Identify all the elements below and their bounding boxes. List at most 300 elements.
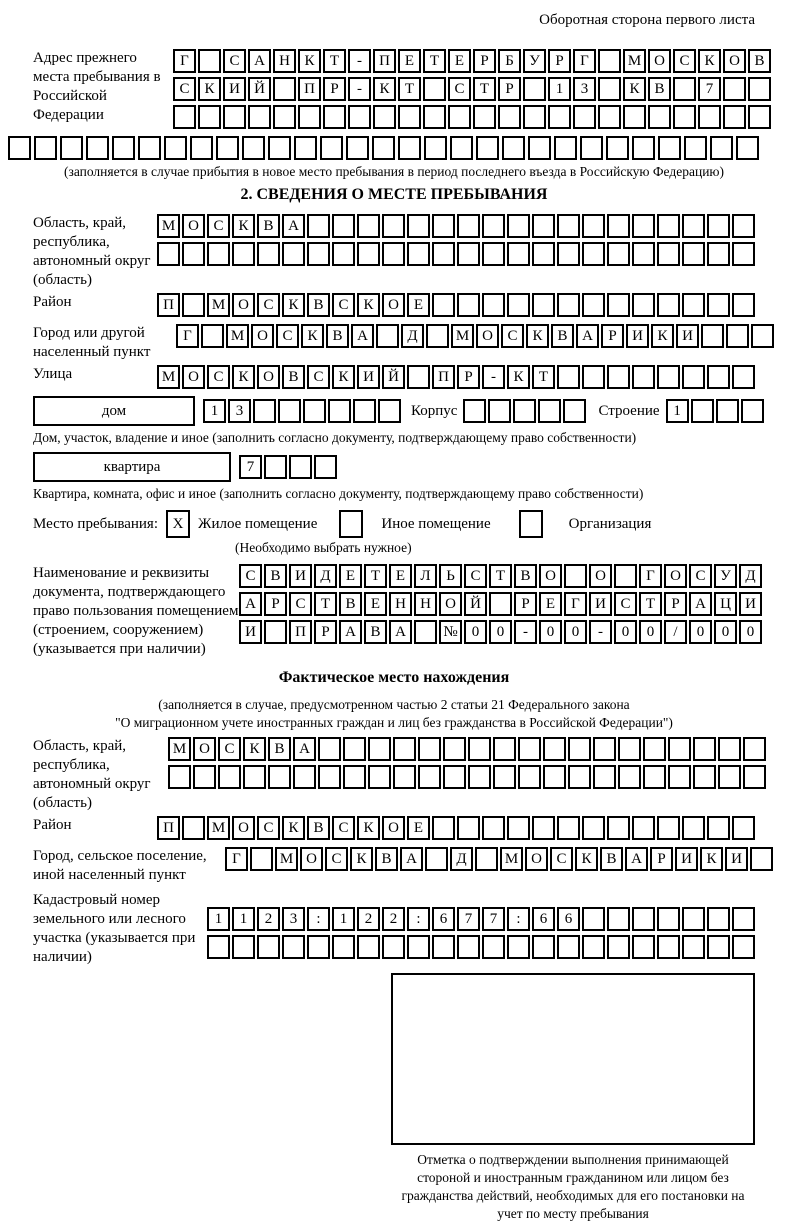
char-cell[interactable]	[607, 365, 630, 389]
char-cell[interactable]	[198, 105, 221, 129]
char-cell[interactable]: К	[623, 77, 646, 101]
char-cell[interactable]: Д	[450, 847, 473, 871]
char-cell[interactable]	[294, 136, 317, 160]
char-cell[interactable]	[668, 765, 691, 789]
char-cell[interactable]	[398, 136, 421, 160]
char-cell[interactable]	[398, 105, 421, 129]
char-cell[interactable]: С	[464, 564, 487, 588]
char-cell[interactable]	[264, 620, 287, 644]
char-cell[interactable]: К	[332, 365, 355, 389]
char-cell[interactable]: Н	[273, 49, 296, 73]
char-cell[interactable]: В	[307, 816, 330, 840]
char-cell[interactable]	[489, 592, 512, 616]
char-cell[interactable]: К	[243, 737, 266, 761]
char-cell[interactable]	[643, 737, 666, 761]
char-cell[interactable]	[357, 935, 380, 959]
char-cell[interactable]	[253, 399, 276, 423]
char-cell[interactable]	[457, 214, 480, 238]
char-cell[interactable]: И	[223, 77, 246, 101]
char-cell[interactable]: /	[664, 620, 687, 644]
char-cell[interactable]: П	[432, 365, 455, 389]
char-cell[interactable]	[343, 765, 366, 789]
char-cell[interactable]: Д	[314, 564, 337, 588]
char-cell[interactable]: А	[248, 49, 271, 73]
char-cell[interactable]	[468, 737, 491, 761]
char-cell[interactable]	[532, 242, 555, 266]
char-cell[interactable]	[482, 214, 505, 238]
char-cell[interactable]: И	[725, 847, 748, 871]
char-cell[interactable]: :	[307, 907, 330, 931]
char-cell[interactable]: Е	[448, 49, 471, 73]
char-cell[interactable]	[216, 136, 239, 160]
char-cell[interactable]: Р	[650, 847, 673, 871]
char-cell[interactable]: Г	[225, 847, 248, 871]
char-cell[interactable]	[632, 935, 655, 959]
char-cell[interactable]	[423, 105, 446, 129]
char-cell[interactable]: В	[257, 214, 280, 238]
char-cell[interactable]: 0	[689, 620, 712, 644]
char-cell[interactable]	[182, 816, 205, 840]
char-cell[interactable]: О	[382, 816, 405, 840]
char-cell[interactable]	[632, 816, 655, 840]
char-cell[interactable]: Р	[664, 592, 687, 616]
char-cell[interactable]: О	[300, 847, 323, 871]
char-cell[interactable]: М	[207, 293, 230, 317]
char-cell[interactable]	[257, 935, 280, 959]
char-cell[interactable]	[432, 293, 455, 317]
char-cell[interactable]: С	[614, 592, 637, 616]
char-cell[interactable]: 1	[232, 907, 255, 931]
char-cell[interactable]	[463, 399, 486, 423]
char-cell[interactable]	[307, 242, 330, 266]
char-cell[interactable]: 3	[573, 77, 596, 101]
char-cell[interactable]	[407, 214, 430, 238]
char-cell[interactable]: Р	[514, 592, 537, 616]
char-cell[interactable]: А	[239, 592, 262, 616]
char-cell[interactable]: В	[375, 847, 398, 871]
char-cell[interactable]	[532, 816, 555, 840]
checkbox-organizatsiya[interactable]	[519, 510, 543, 538]
char-cell[interactable]: О	[182, 365, 205, 389]
char-cell[interactable]	[86, 136, 109, 160]
char-cell[interactable]	[632, 242, 655, 266]
char-cell[interactable]: И	[676, 324, 699, 348]
char-cell[interactable]: 1	[332, 907, 355, 931]
char-cell[interactable]	[518, 737, 541, 761]
char-cell[interactable]	[432, 816, 455, 840]
char-cell[interactable]: М	[207, 816, 230, 840]
char-cell[interactable]	[751, 324, 774, 348]
char-cell[interactable]	[448, 105, 471, 129]
char-cell[interactable]	[273, 105, 296, 129]
char-cell[interactable]	[332, 214, 355, 238]
char-cell[interactable]: У	[523, 49, 546, 73]
char-cell[interactable]: :	[507, 907, 530, 931]
checkbox-inoe-pomeshchenie[interactable]	[339, 510, 363, 538]
char-cell[interactable]	[528, 136, 551, 160]
char-cell[interactable]: И	[626, 324, 649, 348]
char-cell[interactable]	[243, 765, 266, 789]
char-cell[interactable]: С	[501, 324, 524, 348]
char-cell[interactable]: Г	[173, 49, 196, 73]
char-cell[interactable]	[257, 242, 280, 266]
char-cell[interactable]	[353, 399, 376, 423]
char-cell[interactable]: №	[439, 620, 462, 644]
char-cell[interactable]	[507, 242, 530, 266]
char-cell[interactable]	[557, 293, 580, 317]
char-cell[interactable]	[582, 293, 605, 317]
char-cell[interactable]: 7	[239, 455, 262, 479]
char-cell[interactable]	[293, 765, 316, 789]
char-cell[interactable]: А	[689, 592, 712, 616]
char-cell[interactable]: Т	[639, 592, 662, 616]
char-cell[interactable]: В	[307, 293, 330, 317]
char-cell[interactable]	[393, 737, 416, 761]
char-cell[interactable]: О	[664, 564, 687, 588]
char-cell[interactable]	[723, 105, 746, 129]
char-cell[interactable]: 3	[228, 399, 251, 423]
char-cell[interactable]	[373, 105, 396, 129]
char-cell[interactable]: П	[157, 816, 180, 840]
char-cell[interactable]	[658, 136, 681, 160]
char-cell[interactable]	[507, 816, 530, 840]
char-cell[interactable]	[523, 77, 546, 101]
char-cell[interactable]: К	[357, 816, 380, 840]
char-cell[interactable]	[198, 49, 221, 73]
char-cell[interactable]	[138, 136, 161, 160]
char-cell[interactable]	[268, 136, 291, 160]
char-cell[interactable]	[513, 399, 536, 423]
char-cell[interactable]	[582, 365, 605, 389]
char-cell[interactable]: И	[589, 592, 612, 616]
char-cell[interactable]	[173, 105, 196, 129]
char-cell[interactable]: С	[257, 816, 280, 840]
char-cell[interactable]: Т	[364, 564, 387, 588]
char-cell[interactable]	[298, 105, 321, 129]
char-cell[interactable]: А	[293, 737, 316, 761]
char-cell[interactable]: С	[173, 77, 196, 101]
char-cell[interactable]: В	[282, 365, 305, 389]
char-cell[interactable]	[682, 242, 705, 266]
char-cell[interactable]	[657, 907, 680, 931]
char-cell[interactable]: :	[407, 907, 430, 931]
char-cell[interactable]	[701, 324, 724, 348]
char-cell[interactable]: С	[207, 214, 230, 238]
char-cell[interactable]	[232, 242, 255, 266]
char-cell[interactable]	[657, 816, 680, 840]
char-cell[interactable]	[376, 324, 399, 348]
char-cell[interactable]: 2	[257, 907, 280, 931]
char-cell[interactable]	[707, 365, 730, 389]
char-cell[interactable]: Т	[532, 365, 555, 389]
char-cell[interactable]	[707, 907, 730, 931]
char-cell[interactable]	[693, 765, 716, 789]
char-cell[interactable]	[482, 293, 505, 317]
char-cell[interactable]: О	[193, 737, 216, 761]
char-cell[interactable]: Т	[489, 564, 512, 588]
char-cell[interactable]: -	[348, 77, 371, 101]
char-cell[interactable]	[60, 136, 83, 160]
char-cell[interactable]: С	[307, 365, 330, 389]
char-cell[interactable]: К	[198, 77, 221, 101]
char-cell[interactable]: О	[525, 847, 548, 871]
char-cell[interactable]	[582, 816, 605, 840]
char-cell[interactable]	[548, 105, 571, 129]
char-cell[interactable]: Й	[248, 77, 271, 101]
char-cell[interactable]: 3	[282, 907, 305, 931]
char-cell[interactable]: К	[232, 365, 255, 389]
char-cell[interactable]: О	[251, 324, 274, 348]
char-cell[interactable]: А	[625, 847, 648, 871]
char-cell[interactable]: И	[289, 564, 312, 588]
char-cell[interactable]	[493, 737, 516, 761]
char-cell[interactable]: М	[226, 324, 249, 348]
char-cell[interactable]	[736, 136, 759, 160]
char-cell[interactable]	[632, 293, 655, 317]
char-cell[interactable]	[748, 77, 771, 101]
char-cell[interactable]	[573, 105, 596, 129]
char-cell[interactable]	[563, 399, 586, 423]
char-cell[interactable]: С	[239, 564, 262, 588]
char-cell[interactable]	[593, 737, 616, 761]
char-cell[interactable]	[457, 293, 480, 317]
char-cell[interactable]	[682, 293, 705, 317]
char-cell[interactable]: Е	[339, 564, 362, 588]
char-cell[interactable]: Е	[407, 293, 430, 317]
char-cell[interactable]: С	[550, 847, 573, 871]
char-cell[interactable]: П	[289, 620, 312, 644]
char-cell[interactable]	[554, 136, 577, 160]
char-cell[interactable]	[632, 136, 655, 160]
char-cell[interactable]	[732, 907, 755, 931]
char-cell[interactable]: Р	[548, 49, 571, 73]
char-cell[interactable]	[382, 242, 405, 266]
char-cell[interactable]: Г	[573, 49, 596, 73]
char-cell[interactable]	[443, 765, 466, 789]
char-cell[interactable]: О	[648, 49, 671, 73]
char-cell[interactable]	[732, 214, 755, 238]
char-cell[interactable]	[475, 847, 498, 871]
char-cell[interactable]: Г	[639, 564, 662, 588]
char-cell[interactable]	[743, 737, 766, 761]
char-cell[interactable]	[668, 737, 691, 761]
char-cell[interactable]: О	[257, 365, 280, 389]
char-cell[interactable]	[682, 907, 705, 931]
char-cell[interactable]	[543, 765, 566, 789]
char-cell[interactable]	[673, 77, 696, 101]
char-cell[interactable]	[223, 105, 246, 129]
char-cell[interactable]: Р	[457, 365, 480, 389]
char-cell[interactable]: 7	[457, 907, 480, 931]
char-cell[interactable]: Й	[464, 592, 487, 616]
char-cell[interactable]	[580, 136, 603, 160]
char-cell[interactable]	[418, 737, 441, 761]
char-cell[interactable]: Р	[473, 49, 496, 73]
char-cell[interactable]: С	[673, 49, 696, 73]
char-cell[interactable]	[507, 293, 530, 317]
char-cell[interactable]: 7	[482, 907, 505, 931]
char-cell[interactable]: К	[232, 214, 255, 238]
char-cell[interactable]: К	[301, 324, 324, 348]
char-cell[interactable]	[432, 214, 455, 238]
char-cell[interactable]	[482, 242, 505, 266]
char-cell[interactable]: К	[700, 847, 723, 871]
char-cell[interactable]: К	[526, 324, 549, 348]
char-cell[interactable]	[307, 935, 330, 959]
char-cell[interactable]	[34, 136, 57, 160]
char-cell[interactable]: К	[507, 365, 530, 389]
char-cell[interactable]	[268, 765, 291, 789]
char-cell[interactable]	[682, 816, 705, 840]
char-cell[interactable]: 0	[639, 620, 662, 644]
char-cell[interactable]: -	[482, 365, 505, 389]
char-cell[interactable]	[348, 105, 371, 129]
char-cell[interactable]: 0	[739, 620, 762, 644]
char-cell[interactable]: Б	[498, 49, 521, 73]
char-cell[interactable]	[426, 324, 449, 348]
char-cell[interactable]: К	[298, 49, 321, 73]
char-cell[interactable]: Т	[473, 77, 496, 101]
char-cell[interactable]: Т	[398, 77, 421, 101]
char-cell[interactable]	[343, 737, 366, 761]
char-cell[interactable]: Н	[414, 592, 437, 616]
char-cell[interactable]	[314, 455, 337, 479]
char-cell[interactable]: Р	[498, 77, 521, 101]
char-cell[interactable]	[273, 77, 296, 101]
char-cell[interactable]: 2	[357, 907, 380, 931]
char-cell[interactable]	[557, 365, 580, 389]
char-cell[interactable]: 7	[698, 77, 721, 101]
char-cell[interactable]: С	[332, 293, 355, 317]
char-cell[interactable]: М	[623, 49, 646, 73]
char-cell[interactable]	[248, 105, 271, 129]
char-cell[interactable]	[193, 765, 216, 789]
char-cell[interactable]	[264, 455, 287, 479]
char-cell[interactable]	[691, 399, 714, 423]
char-cell[interactable]	[502, 136, 525, 160]
char-cell[interactable]: С	[448, 77, 471, 101]
char-cell[interactable]	[432, 935, 455, 959]
char-cell[interactable]	[623, 105, 646, 129]
char-cell[interactable]	[432, 242, 455, 266]
char-cell[interactable]: В	[600, 847, 623, 871]
char-cell[interactable]: В	[326, 324, 349, 348]
char-cell[interactable]: А	[282, 214, 305, 238]
char-cell[interactable]: К	[575, 847, 598, 871]
char-cell[interactable]	[582, 935, 605, 959]
char-cell[interactable]: Й	[382, 365, 405, 389]
char-cell[interactable]	[557, 242, 580, 266]
char-cell[interactable]	[682, 935, 705, 959]
char-cell[interactable]: Н	[389, 592, 412, 616]
char-cell[interactable]: Ц	[714, 592, 737, 616]
char-cell[interactable]	[218, 765, 241, 789]
char-cell[interactable]: П	[298, 77, 321, 101]
char-cell[interactable]: С	[289, 592, 312, 616]
char-cell[interactable]	[382, 935, 405, 959]
char-cell[interactable]	[457, 935, 480, 959]
char-cell[interactable]	[682, 365, 705, 389]
char-cell[interactable]	[607, 935, 630, 959]
char-cell[interactable]	[726, 324, 749, 348]
char-cell[interactable]: О	[476, 324, 499, 348]
char-cell[interactable]	[507, 214, 530, 238]
char-cell[interactable]: 0	[464, 620, 487, 644]
char-cell[interactable]: Л	[414, 564, 437, 588]
char-cell[interactable]	[723, 77, 746, 101]
char-cell[interactable]: А	[400, 847, 423, 871]
char-cell[interactable]: 6	[557, 907, 580, 931]
char-cell[interactable]: -	[514, 620, 537, 644]
char-cell[interactable]	[523, 105, 546, 129]
char-cell[interactable]: Т	[323, 49, 346, 73]
char-cell[interactable]	[112, 136, 135, 160]
char-cell[interactable]	[732, 816, 755, 840]
char-cell[interactable]	[743, 765, 766, 789]
char-cell[interactable]: В	[648, 77, 671, 101]
char-cell[interactable]: О	[182, 214, 205, 238]
char-cell[interactable]: 0	[539, 620, 562, 644]
char-cell[interactable]	[424, 136, 447, 160]
char-cell[interactable]	[393, 765, 416, 789]
char-cell[interactable]	[488, 399, 511, 423]
char-cell[interactable]: О	[232, 293, 255, 317]
char-cell[interactable]	[182, 242, 205, 266]
char-cell[interactable]: -	[348, 49, 371, 73]
char-cell[interactable]	[732, 365, 755, 389]
char-cell[interactable]	[748, 105, 771, 129]
char-cell[interactable]: 1	[666, 399, 689, 423]
char-cell[interactable]	[716, 399, 739, 423]
char-cell[interactable]	[425, 847, 448, 871]
char-cell[interactable]: 0	[489, 620, 512, 644]
char-cell[interactable]	[657, 214, 680, 238]
char-cell[interactable]	[657, 365, 680, 389]
char-cell[interactable]	[607, 293, 630, 317]
char-cell[interactable]: К	[282, 293, 305, 317]
char-cell[interactable]: С	[257, 293, 280, 317]
char-cell[interactable]	[741, 399, 764, 423]
char-cell[interactable]: О	[589, 564, 612, 588]
char-cell[interactable]	[207, 242, 230, 266]
char-cell[interactable]	[557, 816, 580, 840]
char-cell[interactable]	[423, 77, 446, 101]
char-cell[interactable]	[476, 136, 499, 160]
char-cell[interactable]: Е	[389, 564, 412, 588]
char-cell[interactable]: В	[514, 564, 537, 588]
char-cell[interactable]: В	[748, 49, 771, 73]
char-cell[interactable]	[182, 293, 205, 317]
char-cell[interactable]: С	[276, 324, 299, 348]
char-cell[interactable]	[543, 737, 566, 761]
char-cell[interactable]	[382, 214, 405, 238]
char-cell[interactable]: 2	[382, 907, 405, 931]
char-cell[interactable]	[598, 49, 621, 73]
char-cell[interactable]	[532, 214, 555, 238]
char-cell[interactable]	[614, 564, 637, 588]
char-cell[interactable]: В	[268, 737, 291, 761]
char-cell[interactable]: А	[576, 324, 599, 348]
char-cell[interactable]	[168, 765, 191, 789]
char-cell[interactable]	[332, 242, 355, 266]
char-cell[interactable]: П	[373, 49, 396, 73]
char-cell[interactable]	[518, 765, 541, 789]
char-cell[interactable]	[707, 816, 730, 840]
char-cell[interactable]: М	[500, 847, 523, 871]
char-cell[interactable]	[568, 737, 591, 761]
char-cell[interactable]	[732, 293, 755, 317]
char-cell[interactable]: К	[357, 293, 380, 317]
